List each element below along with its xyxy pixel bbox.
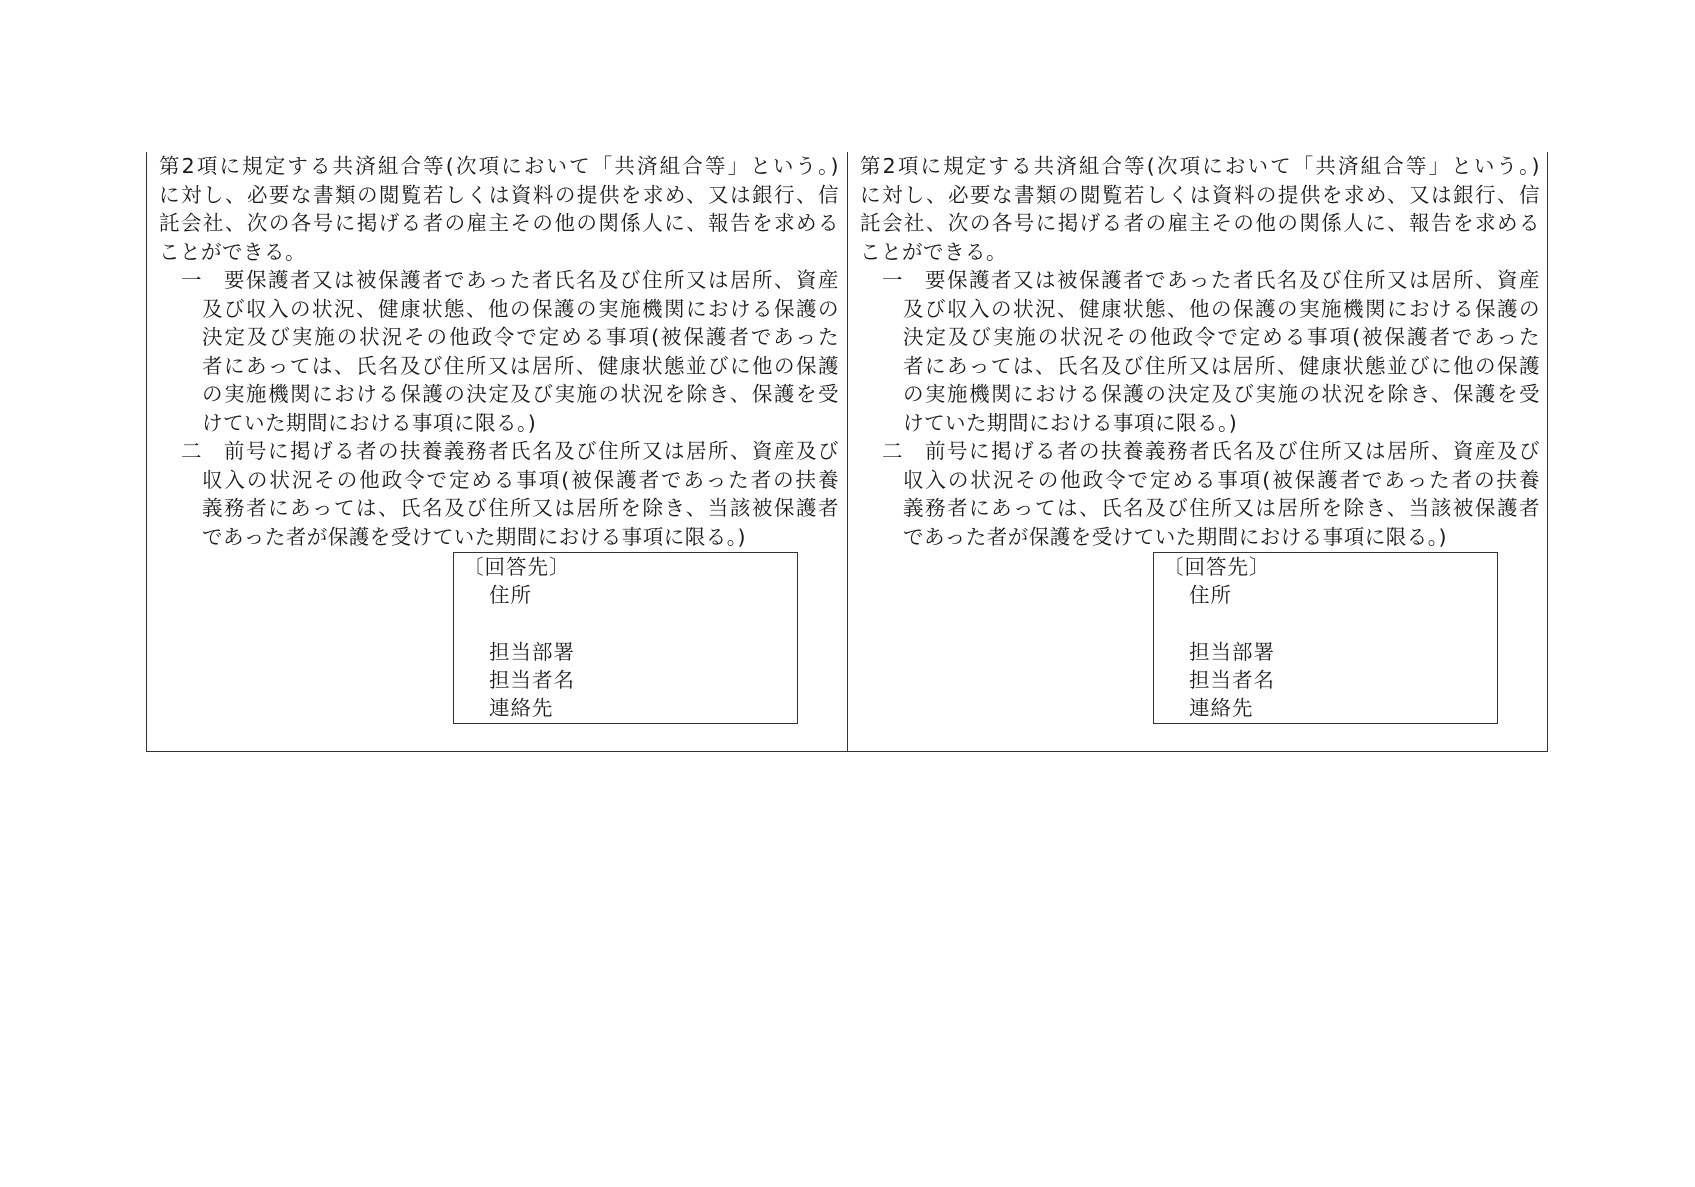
item-1-line: けていた期間における事項に限る。)	[202, 410, 537, 435]
reply-department-label: 担当部署	[489, 640, 575, 664]
intro-line: 託会社、次の各号に掲げる者の雇主その他の関係人に、報告を求める	[159, 211, 839, 235]
item-2-line: 収入の状況その他政令で定める事項(被保護者であった者の扶養	[903, 467, 1540, 492]
reply-title: 〔回答先〕	[463, 555, 571, 579]
reply-contact-label: 連絡先	[1189, 696, 1254, 720]
item-2-first-line	[860, 437, 1540, 466]
item-text: 前号に掲げる者の扶養義務者氏名及び住所又は居所、資産及び	[924, 439, 1540, 463]
intro-line: ことができる。	[159, 239, 306, 264]
item-1-line: 及び収入の状況、健康状態、他の保護の実施機関における保護の	[903, 296, 1540, 321]
item-2-line: 収入の状況その他政令で定める事項(被保護者であった者の扶養	[202, 467, 839, 492]
intro-line: に対し、必要な書類の閲覧若しくは資料の提供を求め、又は銀行、信	[159, 182, 839, 207]
intro-line: 第2項に規定する共済組合等(次項において「共済組合等」という。)	[860, 154, 1540, 178]
item-1-line: 決定及び実施の状況その他政令で定める事項(被保護者であった	[202, 325, 839, 349]
reply-destination-box	[1153, 552, 1498, 724]
item-1-line: 者にあっては、氏名及び住所又は居所、健康状態並びに他の保護	[903, 353, 1540, 378]
item-2-line: 義務者にあっては、氏名及び住所又は居所を除き、当該被保護者	[202, 496, 839, 520]
reply-title: 〔回答先〕	[1163, 555, 1271, 579]
item-1-line: 決定及び実施の状況その他政令で定める事項(被保護者であった	[903, 325, 1540, 349]
item-text: 要保護者又は被保護者であった者氏名及び住所又は居所、資産	[223, 268, 839, 292]
item-1-line: 及び収入の状況、健康状態、他の保護の実施機関における保護の	[202, 296, 839, 321]
item-number: 一	[882, 268, 903, 292]
item-number: 二	[181, 439, 202, 463]
reply-destination-box	[453, 552, 798, 724]
item-1-line: 者にあっては、氏名及び住所又は居所、健康状態並びに他の保護	[202, 353, 839, 378]
item-number: 二	[882, 439, 903, 463]
item-text: 前号に掲げる者の扶養義務者氏名及び住所又は居所、資産及び	[223, 439, 839, 463]
item-text: 要保護者又は被保護者であった者氏名及び住所又は居所、資産	[924, 268, 1540, 292]
reply-department-label: 担当部署	[1189, 640, 1275, 664]
item-1-line: けていた期間における事項に限る。)	[903, 410, 1238, 435]
reply-person-label: 担当者名	[489, 668, 575, 692]
reply-address-label: 住所	[489, 583, 532, 607]
reply-contact-label: 連絡先	[489, 696, 554, 720]
intro-line: 第2項に規定する共済組合等(次項において「共済組合等」という。)	[159, 154, 839, 178]
right-column	[860, 152, 1540, 551]
intro-line: ことができる。	[860, 239, 1007, 264]
item-number: 一	[181, 268, 202, 292]
column-divider	[847, 152, 848, 752]
item-1-line: の実施機関における保護の決定及び実施の状況を除き、保護を受	[202, 382, 839, 406]
reply-person-label: 担当者名	[1189, 668, 1275, 692]
item-2-first-line	[159, 437, 839, 466]
intro-line: 託会社、次の各号に掲げる者の雇主その他の関係人に、報告を求める	[860, 211, 1540, 235]
item-1-first-line	[159, 266, 839, 295]
reply-address-label: 住所	[1189, 583, 1232, 607]
left-column	[159, 152, 839, 551]
item-1-first-line	[860, 266, 1540, 295]
item-2-line: 義務者にあっては、氏名及び住所又は居所を除き、当該被保護者	[903, 496, 1540, 520]
intro-line: に対し、必要な書類の閲覧若しくは資料の提供を求め、又は銀行、信	[860, 182, 1540, 207]
item-2-line: であった者が保護を受けていた期間における事項に限る。)	[903, 524, 1448, 549]
item-1-line: の実施機関における保護の決定及び実施の状況を除き、保護を受	[903, 382, 1540, 406]
item-2-line: であった者が保護を受けていた期間における事項に限る。)	[202, 524, 747, 549]
